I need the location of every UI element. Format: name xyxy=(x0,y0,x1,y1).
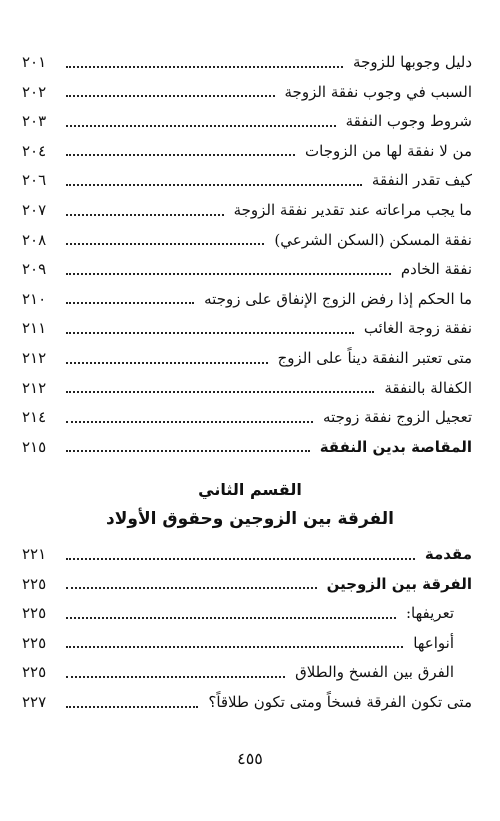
toc-entry xyxy=(22,689,472,715)
dot-leader xyxy=(66,183,362,186)
dot-leader xyxy=(66,242,264,245)
toc-entry-title: شروط وجوب النفقة xyxy=(345,112,472,131)
toc-entry xyxy=(22,659,454,685)
toc-entry-title: الكفالة بالنفقة xyxy=(384,378,472,397)
toc-entry-title: الفرقة بين الزوجين xyxy=(326,574,472,593)
toc-entry-page: ٢٢٥ xyxy=(22,574,47,593)
toc-entry-title: الفرق بين الفسخ والطلاق xyxy=(295,663,454,682)
toc-entry-page: ٢١١ xyxy=(22,319,47,338)
toc-entry-page: ٢١٢ xyxy=(22,378,47,397)
page-number: ٤٥٥ xyxy=(237,749,263,768)
toc-entry-title: متى تعتبر النفقة ديناً على الزوج xyxy=(277,349,472,367)
toc-entry-page: ٢٠٨ xyxy=(22,230,47,249)
section-title: الفرقة بين الزوجين وحقوق الأولاد xyxy=(106,509,394,529)
toc-entry-page: ٢١٠ xyxy=(22,289,47,308)
dot-leader xyxy=(66,705,198,708)
toc-entry-title: من لا نفقة لها من الزوجات xyxy=(305,141,472,160)
toc-entry xyxy=(22,227,472,253)
toc-entry xyxy=(22,630,454,656)
toc-entry-page: ٢١٢ xyxy=(22,349,47,367)
toc-entry-page: ٢٢١ xyxy=(22,545,47,563)
toc-entry-title: نفقة الخادم xyxy=(400,260,472,279)
toc-entry-title: أنواعها xyxy=(413,633,454,652)
toc-entry-page: ٢٠٦ xyxy=(22,171,47,190)
toc-entry xyxy=(22,167,472,193)
toc-entry-page: ٢٠٤ xyxy=(22,141,47,160)
toc-entry-title: تعريفها: xyxy=(406,604,454,623)
toc-entry-title: متى تكون الفرقة فسخاً ومتى تكون طلاقاً؟ xyxy=(208,693,472,711)
dot-leader xyxy=(66,586,317,589)
toc-entry-page: ٢٠٢ xyxy=(22,82,47,101)
toc-entry xyxy=(22,197,472,223)
toc-entry-title: ما يجب مراعاته عند تقدير نفقة الزوجة xyxy=(233,201,472,219)
dot-leader xyxy=(66,645,403,648)
toc-entry-title: تعجيل الزوج نفقة زوجته xyxy=(323,408,472,427)
dot-leader xyxy=(66,301,194,304)
toc-entry-page: ٢٢٥ xyxy=(22,604,47,623)
toc-entry-title: المقاصة بدين النفقة xyxy=(319,437,472,456)
section-label: القسم الثاني xyxy=(198,480,302,499)
dot-leader xyxy=(66,331,354,334)
toc-entry-page: ٢٠٣ xyxy=(22,112,47,131)
toc-entry xyxy=(22,286,472,312)
dot-leader xyxy=(66,361,268,364)
toc-entry xyxy=(22,79,472,105)
dot-leader xyxy=(66,557,415,560)
toc-entry xyxy=(22,571,472,597)
toc-entry-page: ٢٢٥ xyxy=(22,663,47,682)
dot-leader xyxy=(66,675,285,678)
dot-leader xyxy=(66,124,336,127)
dot-leader xyxy=(66,616,396,619)
toc-entry xyxy=(22,434,472,460)
toc-entry xyxy=(22,345,472,371)
dot-leader xyxy=(66,94,275,97)
toc-entry xyxy=(22,256,472,282)
dot-leader xyxy=(66,449,310,452)
toc-entry-title: نفقة المسكن (السكن الشرعي) xyxy=(274,230,472,249)
toc-entry xyxy=(22,315,472,341)
dot-leader xyxy=(66,65,343,68)
toc-entry xyxy=(22,541,472,567)
toc-entry xyxy=(22,108,472,134)
toc-entry-page: ٢١٥ xyxy=(22,437,47,456)
toc-entry-page: ٢٠٩ xyxy=(22,260,47,279)
toc-entry xyxy=(22,375,472,401)
toc-entry-page: ٢٠٧ xyxy=(22,201,47,219)
dot-leader xyxy=(66,213,224,216)
toc-entry-title: السبب في وجوب نفقة الزوجة xyxy=(284,82,472,101)
toc-entry-title: ما الحكم إذا رفض الزوج الإنفاق على زوجته xyxy=(204,289,472,308)
toc-entry-title: كيف تقدر النفقة xyxy=(371,171,472,190)
toc-entry-title: دليل وجوبها للزوجة xyxy=(353,53,472,71)
dot-leader xyxy=(66,272,391,275)
toc-entry-title: نفقة زوجة الغائب xyxy=(363,319,472,338)
toc-entry xyxy=(22,138,472,164)
dot-leader xyxy=(66,390,374,393)
toc-entry-page: ٢١٤ xyxy=(22,408,47,427)
toc-entry xyxy=(22,404,472,430)
dot-leader xyxy=(66,153,295,156)
toc-entry-page: ٢٢٥ xyxy=(22,633,47,652)
toc-entry xyxy=(22,49,472,75)
toc-entry-page: ٢٠١ xyxy=(22,53,47,71)
dot-leader xyxy=(66,420,313,423)
toc-entry xyxy=(22,600,454,626)
toc-entry-page: ٢٢٧ xyxy=(22,693,47,711)
toc-entry-title: مقدمة xyxy=(424,545,472,563)
